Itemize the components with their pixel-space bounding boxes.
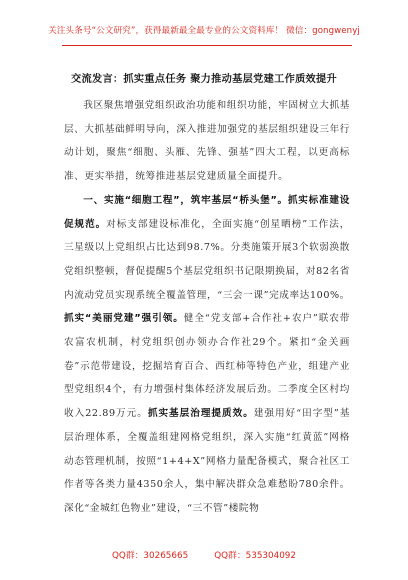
section-1-lead-3: 抓实基层治理提质效。 bbox=[147, 408, 254, 420]
section-1-text-1: 对标支部建设标准化，全面实施“创星晒榜”工作法，三星级以上党组织占比达到98.7%。分类施策开展3个软弱涣散党组织整顿，督促提醒5个基层党组织书记限期换届，对82名省内流动党员实现系统全覆盖管理，“三会一课”完成率达100%。 bbox=[64, 218, 350, 301]
footer-qq-groups bbox=[0, 548, 408, 561]
section-1-lead-2: 抓实“美丽党建”强引领。 bbox=[64, 313, 184, 325]
section-1-paragraph bbox=[64, 189, 350, 521]
section-1-heading: 一、实施“细胞工程”，筑牢基层“桥头堡”。 bbox=[83, 194, 288, 206]
footer-qq-group-2: QQ群：535304092 bbox=[214, 551, 297, 561]
document-body bbox=[64, 94, 350, 521]
document-title: 交流发言：抓实重点任务 聚力推动基层党建工作质效提升 bbox=[70, 74, 338, 85]
intro-paragraph: 我区聚焦增强党组织政治功能和组织功能，牢固树立大抓基层、大抓基础鲜明导向，深入推进加强党的基层组织建设三年行动计划，聚焦“细胞、头雁、先锋、强基”四大工程，以更高标准、更实举措，统筹推进基层党建质量全面提升。 bbox=[64, 100, 350, 183]
header-banner: 关注头条号“公文研究”，获得最新最全最专业的公文资料库！ 微信：gongwenyj bbox=[48, 26, 360, 36]
section-1-lead-1: 抓实标准建设促规范。 bbox=[64, 194, 350, 230]
header-divider bbox=[62, 45, 352, 46]
footer-qq-group-1: QQ群：30265665 bbox=[111, 551, 189, 561]
section-1-text-2: 健全“党支部+合作社+农户”联农带农富农机制，村党组织创办领办合作社29个。紧扣“金关画卷”示范带建设，挖掘培育百合、西红柿等特色产业，组建产业型党组织4个，有力增强村集体经济发展后劲。二季度全区村均收入22.89万元。 bbox=[64, 313, 350, 420]
section-1-text-3: 建强用好“田字型”基层治理体系，全覆盖组建网格党组织，深入实施“红黄蓝”网格动态管理机制，按照“1+4+X”网格力量配备模式，聚合社区工作者等各类力量4350余人，集中解决群众急难愁盼780余件。深化“金城红色物业”建设，“三不管”楼院物 bbox=[64, 408, 351, 514]
